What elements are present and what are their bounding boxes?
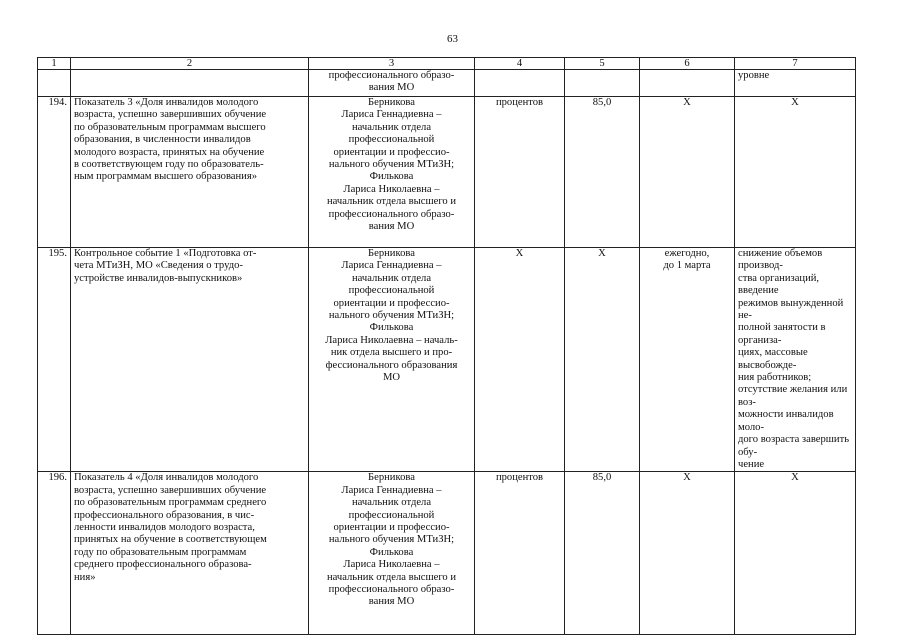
- table-row: [38, 472, 856, 635]
- row-deadline: X: [640, 97, 735, 248]
- row-risk: уровне: [735, 70, 856, 97]
- row-responsible: Берникова Лариса Геннадиевна – начальник отдела профессиональной ориентации и профессио- нального обучения МТиЗН; Филькова Лариса Николаевна – начальник отдела высшего и профессионального образо- вания МО: [309, 97, 475, 248]
- column-number: 7: [735, 58, 856, 70]
- row-responsible: Берникова Лариса Геннадиевна – начальник отдела профессиональной ориентации и профессио- нального обучения МТиЗН; Филькова Лариса Николаевна – началь- ник отдела высшего и про- фессионального образования МО: [309, 248, 475, 472]
- column-number: 3: [309, 58, 475, 70]
- table-row: [38, 70, 856, 97]
- row-value: [565, 70, 640, 97]
- row-name: Показатель 3 «Доля инвалидов молодого возраста, успешно завершивших обучение по образовательным программам высшего образования, в численности инвалидов молодого возраста, принятых на обучение в соответствующем году по образователь- ным программам высшего образования»: [71, 97, 309, 248]
- row-risk: снижение объемов производ- ства организаций, введение режимов вынужденной не- полной занятости в организа- циях, массовые высвобожде- ния работников; отсутствие желания или воз- можности инвалидов моло- дого возраста завершить обу- чение: [735, 248, 856, 472]
- row-responsible: Берникова Лариса Геннадиевна – начальник отдела профессиональной ориентации и профессио- нального обучения МТиЗН; Филькова Лариса Николаевна – начальник отдела высшего и профессионального образо- вания МО: [309, 472, 475, 635]
- row-value: X: [565, 248, 640, 472]
- row-value: 85,0: [565, 97, 640, 248]
- plan-table: [37, 57, 856, 635]
- row-risk: X: [735, 97, 856, 248]
- row-unit: [475, 70, 565, 97]
- row-deadline: [640, 70, 735, 97]
- row-unit: X: [475, 248, 565, 472]
- row-number: 194.: [38, 97, 71, 248]
- row-number: 195.: [38, 248, 71, 472]
- column-number: 1: [38, 58, 71, 70]
- row-deadline: X: [640, 472, 735, 635]
- row-risk: X: [735, 472, 856, 635]
- row-number: [38, 70, 71, 97]
- column-number: 5: [565, 58, 640, 70]
- row-name: Показатель 4 «Доля инвалидов молодого возраста, успешно завершивших обучение по образовательным программам среднего профессионального образования, в чис- ленности инвалидов молодого возраста, принятых на обучение в соответствующем году по образовательным программам среднего профессионального образова- ния»: [71, 472, 309, 635]
- row-unit: процентов: [475, 97, 565, 248]
- page-number: 63: [447, 33, 458, 45]
- row-unit: процентов: [475, 472, 565, 635]
- column-number: 4: [475, 58, 565, 70]
- row-name: Контрольное событие 1 «Подготовка от- чета МТиЗН, МО «Сведения о трудо- устройстве инвалидов-выпускников»: [71, 248, 309, 472]
- column-number: 2: [71, 58, 309, 70]
- row-value: 85,0: [565, 472, 640, 635]
- row-deadline: ежегодно, до 1 марта: [640, 248, 735, 472]
- table-row: [38, 248, 856, 472]
- row-name: [71, 70, 309, 97]
- table-row: [38, 97, 856, 248]
- column-numbers-row: [38, 58, 856, 70]
- row-responsible: профессионального образо- вания МО: [309, 70, 475, 97]
- row-number: 196.: [38, 472, 71, 635]
- column-number: 6: [640, 58, 735, 70]
